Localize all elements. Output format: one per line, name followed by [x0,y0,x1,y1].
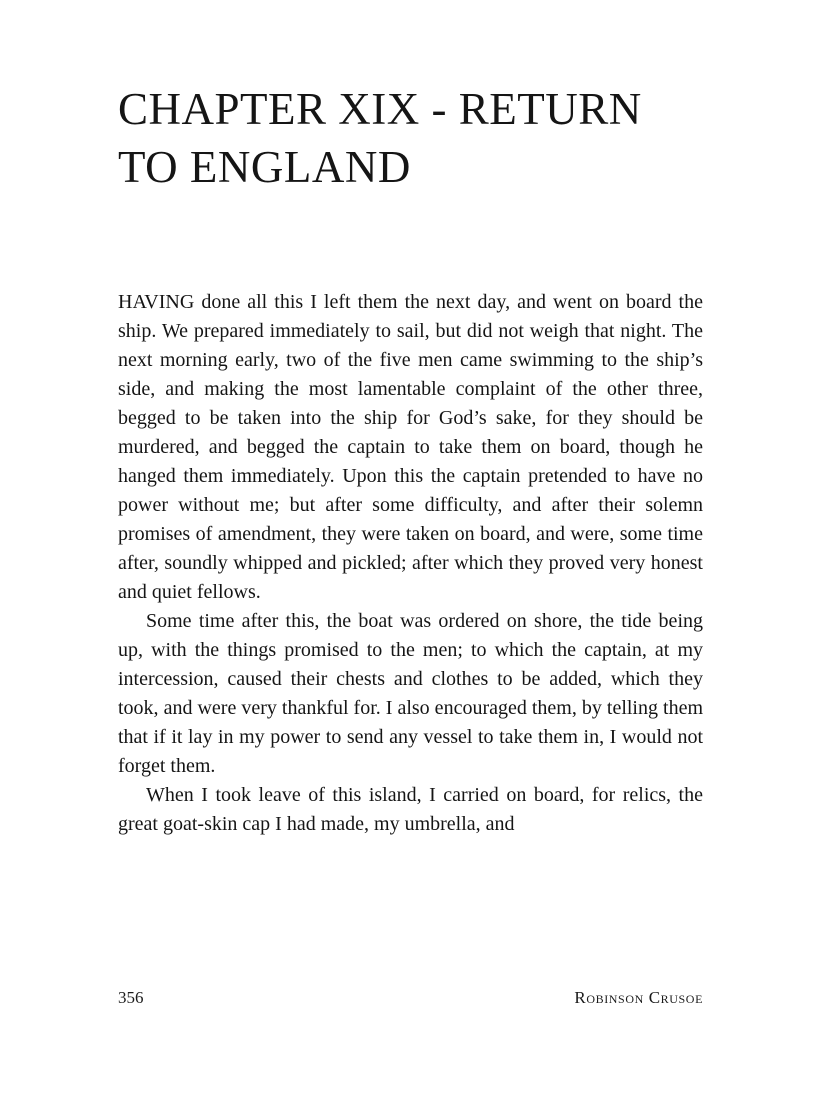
paragraph: Some time after this, the boat was ordered on shore, the tide being up, with the things promised to the men; to which the captain, at my intercession, caused their chests and clothes to be added, which they took, and were very thankful for. I also encouraged them, by telling them that if it lay in my power to send any vessel to take them in, I would not forget them. [118,610,703,777]
chapter-title: CHAPTER XIX - RETURN TO ENGLAND [118,84,642,192]
body-text-block [118,288,703,839]
page-footer [118,988,703,1008]
page-number: 356 [118,988,144,1007]
paragraph: HAVING done all this I left them the next day, and went on board the ship. We prepared immediately to sail, but did not weigh that night. The next morning early, two of the five men came swimming to the ship’s side, and making the most lamentable complaint of the other three, begged to be taken into the ship for God’s sake, for they should be murdered, and begged the captain to take them on board, though he hanged them immediately. Upon this the captain pretended to have no power without me; but after some difficulty, and after their solemn promises of amendment, they were taken on board, and were, some time after, soundly whipped and pickled; after which they proved very honest and quiet fellows. [118,291,703,603]
paragraph: When I took leave of this island, I carried on board, for relics, the great goat-skin cap I had made, my umbrella, and [118,784,703,835]
running-title: Robinson Crusoe [574,988,703,1007]
